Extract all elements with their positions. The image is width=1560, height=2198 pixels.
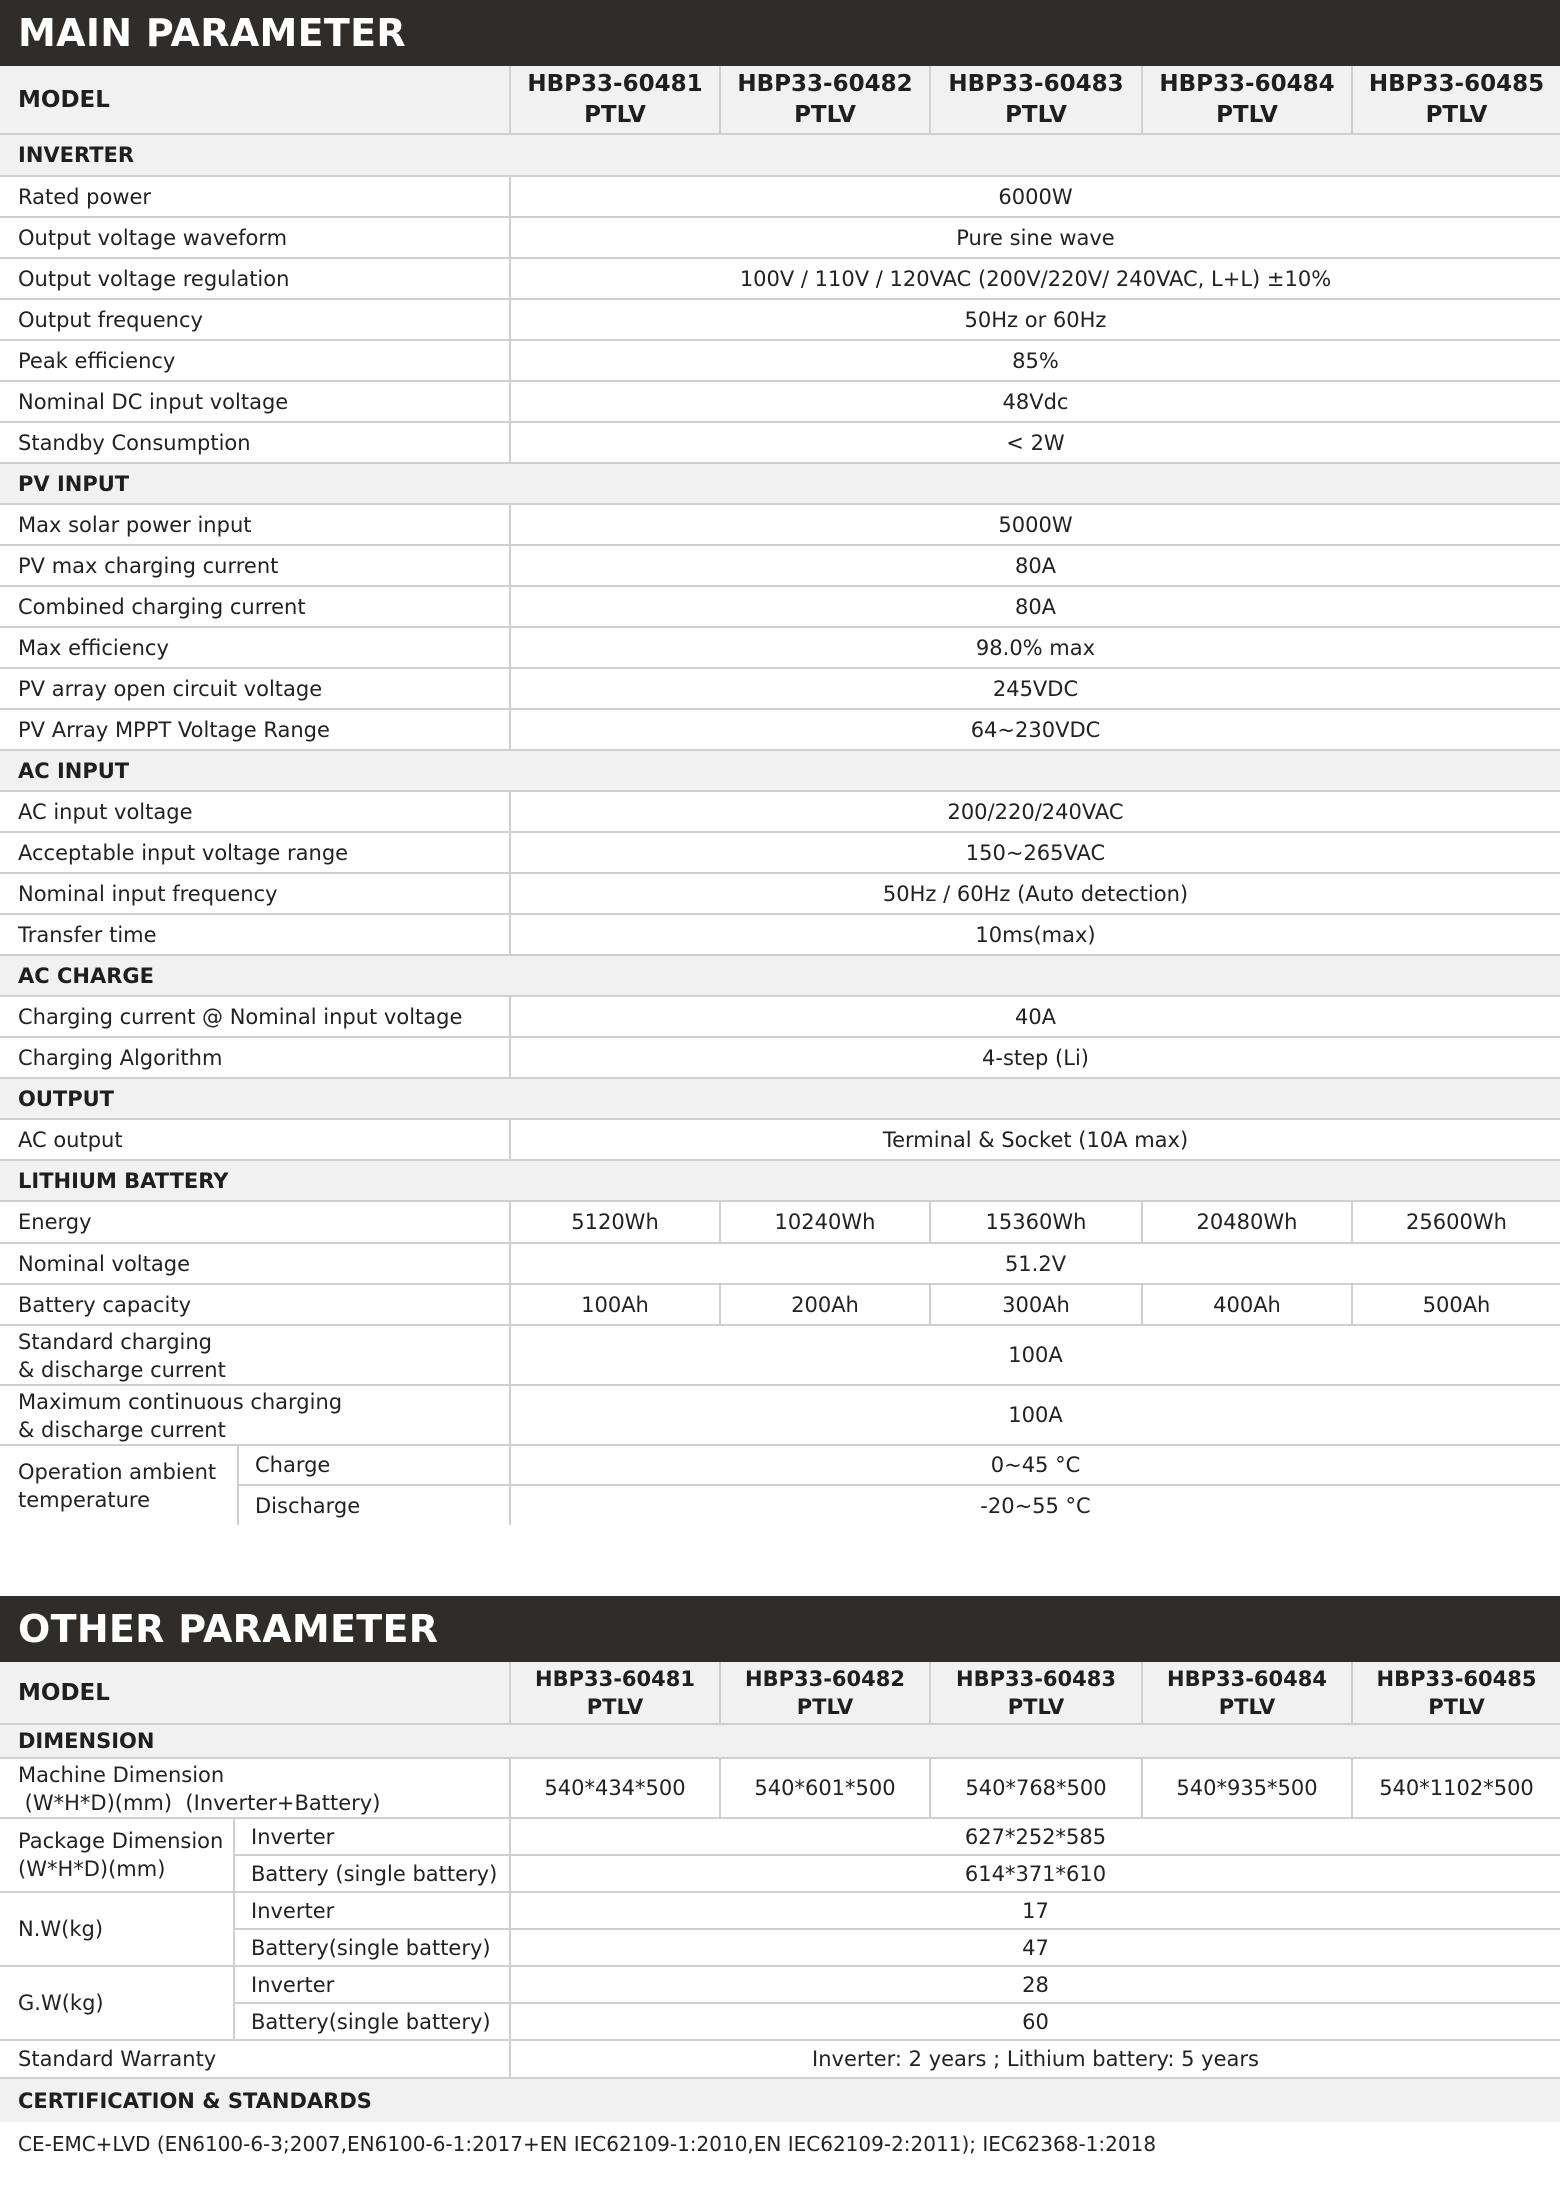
spec-row: Nominal input frequency 50Hz / 60Hz (Auto detection) (0, 873, 1560, 914)
spec-row: Standby Consumption < 2W (0, 422, 1560, 463)
energy-row: Energy 5120Wh 10240Wh 15360Wh 20480Wh 25600Wh (0, 1201, 1560, 1243)
model-col-1: HBP33-60481 PTLV (510, 66, 720, 134)
spec-row: Charging Algorithm 4-step (Li) (0, 1037, 1560, 1078)
spec-row: Peak efficiency 85% (0, 340, 1560, 381)
model-header-row (0, 1662, 1560, 1724)
spec-row: Acceptable input voltage range 150~265VAC (0, 832, 1560, 873)
model-col-4: HBP33-60484 PTLV (1142, 66, 1352, 134)
model-col-5: HBP33-60485 PTLV (1352, 66, 1560, 134)
certification-text: CE-EMC+LVD (EN6100-6-3;2007,EN6100-6-1:2017+EN IEC62109-1:2010,EN IEC62109-2:2011); IEC62368-1:2018 (18, 2132, 1157, 2156)
spec-row: Output voltage waveform Pure sine wave (0, 217, 1560, 258)
spec-row: PV Array MPPT Voltage Range 64~230VDC (0, 709, 1560, 750)
package-battery-row: Battery (single battery) 614*371*610 (0, 1855, 1560, 1892)
package-dimension-label: Package Dimension (W*H*D)(mm) (0, 1818, 234, 1892)
model-label: MODEL (0, 1662, 510, 1724)
spec-row: Output frequency 50Hz or 60Hz (0, 299, 1560, 340)
spec-row: Output voltage regulation 100V / 110V / 120VAC (200V/220V/ 240VAC, L+L) ±10% (0, 258, 1560, 299)
model-col-4: HBP33-60484 PTLV (1142, 1662, 1352, 1724)
spec-row: Charging current @ Nominal input voltage 40A (0, 996, 1560, 1037)
spec-row: AC input voltage 200/220/240VAC (0, 791, 1560, 832)
spec-row: AC output Terminal & Socket (10A max) (0, 1119, 1560, 1160)
section-lithium-battery: LITHIUM BATTERY (0, 1160, 1560, 1201)
spec-row: Max efficiency 98.0% max (0, 627, 1560, 668)
temperature-label: Operation ambient temperature (0, 1445, 238, 1525)
nw-label: N.W(kg) (0, 1892, 234, 1966)
main-parameter-title: MAIN PARAMETER (18, 11, 406, 55)
model-col-1: HBP33-60481 PTLV (510, 1662, 720, 1724)
model-col-2: HBP33-60482 PTLV (720, 1662, 930, 1724)
charge-temp-row: Operation ambient temperature Charge 0~45 °C (0, 1445, 1560, 1485)
section-pv-input: PV INPUT (0, 463, 1560, 504)
discharge-temp-row: Discharge -20~55 °C (0, 1485, 1560, 1525)
spec-row: PV max charging current 80A (0, 545, 1560, 586)
model-label: MODEL (0, 66, 510, 134)
main-parameter-table (0, 66, 1560, 1525)
spec-row: PV array open circuit voltage 245VDC (0, 668, 1560, 709)
other-parameter-title: OTHER PARAMETER (18, 1607, 439, 1651)
section-ac-input: AC INPUT (0, 750, 1560, 791)
spec-row: Nominal DC input voltage 48Vdc (0, 381, 1560, 422)
model-header-row (0, 66, 1560, 134)
gw-inverter-row: G.W(kg) Inverter 28 (0, 1966, 1560, 2003)
section-ac-charge: AC CHARGE (0, 955, 1560, 996)
gw-label: G.W(kg) (0, 1966, 234, 2040)
section-certification: CERTIFICATION & STANDARDS (0, 2078, 1560, 2122)
max-current-row: Maximum continuous charging & discharge current 100A (0, 1385, 1560, 1445)
other-parameter-banner (0, 1596, 1560, 1662)
standard-current-row: Standard charging & discharge current 100A (0, 1325, 1560, 1385)
nominal-voltage-row: Nominal voltage 51.2V (0, 1243, 1560, 1284)
section-inverter: INVERTER (0, 134, 1560, 176)
spec-row: Transfer time 10ms(max) (0, 914, 1560, 955)
main-parameter-banner (0, 0, 1560, 66)
model-col-3: HBP33-60483 PTLV (930, 66, 1142, 134)
package-inverter-row: Package Dimension (W*H*D)(mm) Inverter 627*252*585 (0, 1818, 1560, 1855)
warranty-row: Standard Warranty Inverter: 2 years ; Lithium battery: 5 years (0, 2040, 1560, 2078)
model-col-3: HBP33-60483 PTLV (930, 1662, 1142, 1724)
battery-capacity-row: Battery capacity 100Ah 200Ah 300Ah 400Ah 500Ah (0, 1284, 1560, 1325)
spec-row: Max solar power input 5000W (0, 504, 1560, 545)
other-parameter-table (0, 1662, 1560, 2122)
gw-battery-row: Battery(single battery) 60 (0, 2003, 1560, 2040)
nw-battery-row: Battery(single battery) 47 (0, 1929, 1560, 1966)
model-col-5: HBP33-60485 PTLV (1352, 1662, 1560, 1724)
nw-inverter-row: N.W(kg) Inverter 17 (0, 1892, 1560, 1929)
spec-row: Combined charging current 80A (0, 586, 1560, 627)
machine-dimension-row: Machine Dimension (W*H*D)(mm) (Inverter+Battery) 540*434*500 540*601*500 540*768*500 540*935*500 540*1102*500 (0, 1758, 1560, 1818)
section-output: OUTPUT (0, 1078, 1560, 1119)
section-dimension: DIMENSION (0, 1724, 1560, 1758)
spec-row: Rated power 6000W (0, 176, 1560, 217)
model-col-2: HBP33-60482 PTLV (720, 66, 930, 134)
